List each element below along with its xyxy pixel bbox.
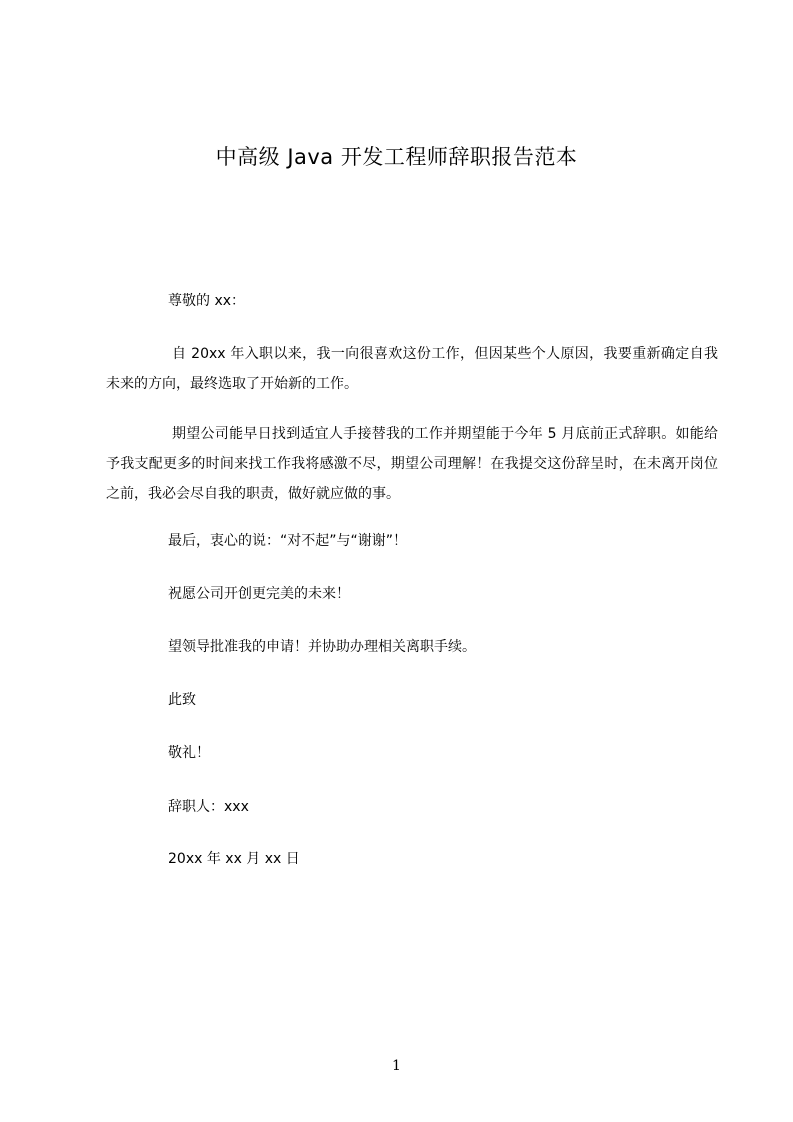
sign-off-greeting: 此致	[168, 692, 196, 708]
page-number: 1	[392, 1058, 401, 1074]
closing-wishes: 祝愿公司开创更完美的未来！	[168, 586, 350, 602]
paragraph-1: 自 20xx 年入职以来，我一向很喜欢这份工作，但因某些个人原因，我要重新确定自我未来的方向，最终选取了开始新的工作。	[106, 346, 718, 392]
salutation: 尊敬的 xx：	[168, 293, 246, 309]
document-title: 中高级 Java 开发工程师辞职报告范本	[215, 145, 578, 169]
sign-off-salute: 敬礼！	[168, 745, 210, 761]
closing-request: 望领导批准我的申请！并协助办理相关离职手续。	[168, 639, 476, 655]
paragraph-2: 期望公司能早日找到适宜人手接替我的工作并期望能于今年 5 月底前正式辞职。如能给予我支配更多的时间来找工作我将感激不尽，期望公司理解！在我提交这份辞呈时，在未离开岗位之前，我必会尽自我的职责，做好就应做的事。	[106, 426, 718, 502]
closing-apology: 最后，衷心的说：“对不起”与“谢谢”！	[168, 533, 408, 549]
signatory: 辞职人：xxx	[168, 799, 249, 815]
date-line: 20xx 年 xx 月 xx 日	[168, 851, 300, 867]
